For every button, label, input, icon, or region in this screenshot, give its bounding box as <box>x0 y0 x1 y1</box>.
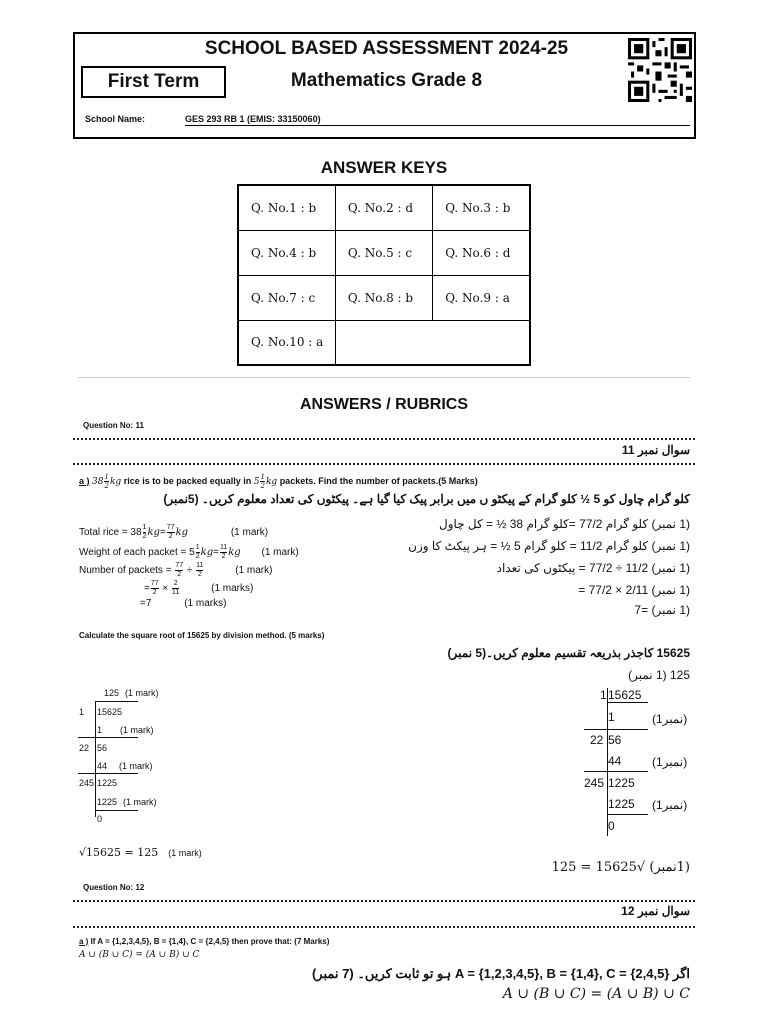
question-11-label: Question No: 11 <box>83 421 144 430</box>
table-row <box>238 185 530 230</box>
key-cell: Q. No.1 : b <box>238 185 335 230</box>
key-cell: Q. No.7 : c <box>238 275 335 320</box>
urdu-working-1: (1 نمبر) کلو گرام 77/2 =کلو گرام 38 ½ = کل چاول <box>439 517 690 531</box>
part-a-prefix: a ) <box>79 937 89 946</box>
divisor: 245 <box>79 778 95 788</box>
total-rice-line: Total rice = 38 $\frac{1}{2}$ kg= $\frac{77}{2}$ kg (1 mark) <box>79 524 269 540</box>
dividend: 1225 <box>608 776 635 790</box>
q12-part-a-urdu: اگر A = {1,2,3,4,5}, B = {1,4}, C = {2,4,5} ہو تو ثابت کریں۔ (7 نمبر) <box>311 966 690 981</box>
remainder: 0 <box>97 814 103 824</box>
num-packets-line: Number of packets = $\frac{77}{2}$ ÷ $\frac{11}{2}$ (1 mark) <box>79 562 273 578</box>
total-rice-text: Total rice = 38 <box>79 527 142 539</box>
step: 1 (1 mark) <box>97 725 154 735</box>
q12-en-text: If A = {1,2,3,4,5}, B = {1,4}, C = {2,4,5} then prove that: (7 Marks) <box>90 937 330 946</box>
step: 1 <box>608 710 615 724</box>
key-cell: Q. No.2 : d <box>335 185 432 230</box>
mark-label: (1 marks) <box>211 583 254 595</box>
answer-keys-title: ANSWER KEYS <box>320 158 448 177</box>
q11-en-part1: rice is to be packed equally in <box>123 476 252 486</box>
q11-part-a-urdu: کلو گرام چاول کو 5 ½ کلو گرام کے پیکٹو ں میں برابر پیک کیا گیا ہے۔ پیکٹوں کی تعداد معلوم کریں۔ (5نمبر) <box>163 492 690 506</box>
mark-label: (1 mark) <box>235 565 273 577</box>
sqrt-urdu-answer: 125 (1 نمبر) <box>628 668 690 682</box>
urdu-working-2: (1 نمبر) کلو گرام 11/2 = کلو گرام 5 ½ = ہر پیکٹ کا وزن <box>408 539 690 553</box>
term-box: First Term <box>81 66 226 98</box>
quotient: 125 (1 mark) <box>104 688 159 698</box>
key-cell: Q. No.5 : c <box>335 230 432 275</box>
step: 1225 <box>608 797 635 811</box>
table-row <box>238 320 530 365</box>
key-cell: Q. No.10 : a <box>238 320 335 365</box>
question-12-label: Question No: 12 <box>83 883 145 892</box>
mark-label: (1نمبر) <box>652 755 688 769</box>
key-cell: Q. No.4 : b <box>238 230 335 275</box>
key-cell: Q. No.6 : d <box>433 230 530 275</box>
dividend: 56 <box>97 743 108 753</box>
multiply-line: = $\frac{77}{2}$ × $\frac{2}{11}$ (1 marks) <box>144 580 254 596</box>
qr-code-icon <box>628 38 692 102</box>
weight-packet-line: Weight of each packet = 5 $\frac{1}{2}$ kg= $\frac{11}{2}$ kg (1 mark) <box>79 544 299 560</box>
q12-ur-equation: A ∪ (B ∪ C) = (A ∪ B) ∪ C <box>502 986 690 1002</box>
result-line <box>140 598 226 609</box>
table-row <box>238 275 530 320</box>
weight-text: Weight of each packet = 5 <box>79 547 195 559</box>
dotted-divider <box>73 926 695 928</box>
divisor: 1 <box>600 688 607 702</box>
mark-label: (1 mark) <box>230 527 269 539</box>
urdu-working-4: (1 نمبر) 2/11 × 77/2 = <box>578 583 690 597</box>
sqrt-question-english: Calculate the square root of 15625 by division method. (5 marks) <box>79 631 325 640</box>
urdu-working-5: (1 نمبر) =7 <box>634 603 690 617</box>
dotted-divider <box>73 900 695 902</box>
result-text: =7 <box>140 598 152 609</box>
num-packets-text: Number of packets = <box>79 565 172 577</box>
sqrt-result-english: √15625 = 125 (1 mark) <box>79 846 202 859</box>
dotted-divider <box>73 438 695 440</box>
key-cell: Q. No.3 : b <box>433 185 530 230</box>
sqrt-question-urdu: 15625 کاجذر بذریعہ تقسیم معلوم کریں۔(5 نمبر) <box>447 646 690 660</box>
q11-en-part2: packets. Find the number of packets.(5 Marks) <box>279 476 478 486</box>
key-cell: Q. No.9 : a <box>433 275 530 320</box>
step: 1225 (1 mark) <box>97 797 157 807</box>
divider <box>78 377 690 378</box>
answer-keys-table <box>237 184 531 366</box>
divisor: 22 <box>590 733 604 747</box>
dividend: 15625 <box>97 707 123 717</box>
q12-en-equation: A ∪ (B ∪ C) = (A ∪ B) ∪ C <box>79 950 200 960</box>
urdu-working-3: (1 نمبر) 11/2 ÷ 77/2 = پیکٹوں کی تعداد <box>496 561 690 575</box>
sqrt-result-urdu: (1نمبر) √15625 = 125 <box>551 860 690 875</box>
remainder: 0 <box>608 819 615 833</box>
mark-label: (1 mark) <box>261 547 299 559</box>
answers-title: ANSWERS / RUBRICS <box>299 396 468 413</box>
dividend: 56 <box>608 733 622 747</box>
key-cell-empty <box>335 320 530 365</box>
step: 44 <box>608 754 622 768</box>
assessment-title: SCHOOL BASED ASSESSMENT 2024-25 <box>204 38 569 59</box>
dividend: 1225 <box>97 778 118 788</box>
key-cell: Q. No.8 : b <box>335 275 432 320</box>
question-11-urdu-label: سوال نمبر 11 <box>621 443 690 457</box>
question-12-urdu-label: سوال نمبر 12 <box>621 904 690 918</box>
mark-label: (1نمبر) <box>652 712 688 726</box>
mark-label: (1نمبر) <box>652 798 688 812</box>
dotted-divider <box>73 463 695 465</box>
mark-label: (1 marks) <box>184 598 227 609</box>
table-row <box>238 230 530 275</box>
divisor: 22 <box>79 743 90 753</box>
dividend: 15625 <box>608 688 642 702</box>
school-name-value: GES 293 RB 1 (EMIS: 33150060) <box>185 114 690 126</box>
divisor: 1 <box>79 707 85 717</box>
subject-title: Mathematics Grade 8 <box>290 70 483 91</box>
q12-part-a-english <box>79 937 329 946</box>
q11-part-a-english: a ) 38 $\frac{1}{2}$ kg rice is to be packed equally in 5 $\frac{1}{2}$ kg packets. Find the number of packets.(5 Marks) <box>79 473 478 490</box>
part-a-prefix: a ) <box>79 476 90 486</box>
assessment-header <box>73 32 696 139</box>
divisor: 245 <box>584 776 605 790</box>
step: 44 (1 mark) <box>97 761 153 771</box>
school-name-label: School Name: <box>85 114 146 124</box>
